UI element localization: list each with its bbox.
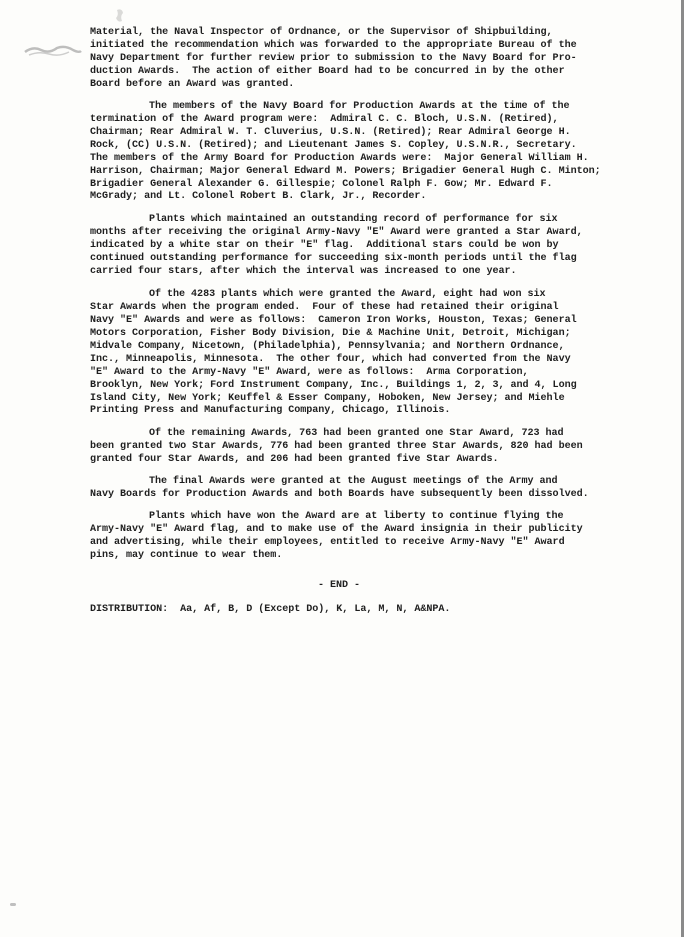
text-line: Plants which have won the Award are at liberty to continue flying the <box>149 511 564 522</box>
text-line: Motors Corporation, Fisher Body Division, Die & Machine Unit, Detroit, Michigan; <box>90 328 571 339</box>
text-line: The members of the Army Board for Production Awards were: Major General William H. <box>90 153 589 164</box>
text-line: pins, may continue to wear them. <box>90 550 283 561</box>
text-line: "E" Award to the Army-Navy "E" Award, were as follows: Arma Corporation, <box>90 367 529 378</box>
text-line: Printing Press and Manufacturing Company, Chicago, Illinois. <box>90 405 451 416</box>
distribution-line: DISTRIBUTION: Aa, Af, B, D (Except Do), K, La, M, N, A&NPA. <box>90 604 451 615</box>
text-line: Navy Department for further review prior to submission to the Navy Board for Pro- <box>90 53 577 64</box>
text-line: Brigadier General Alexander G. Gillespie; Colonel Ralph F. Gow; Mr. Edward F. <box>90 179 553 190</box>
text-line: duction Awards. The action of either Board had to be concurred in by the other <box>90 66 565 77</box>
text-line: termination of the Award program were: Admiral C. C. Bloch, U.S.N. (Retired), <box>90 114 559 125</box>
text-line: been granted two Star Awards, 776 had been granted three Star Awards, 820 had been <box>90 441 583 452</box>
text-line: months after receiving the original Army-Navy "E" Award were granted a Star Award, <box>90 227 583 238</box>
text-line: The members of the Navy Board for Production Awards at the time of the <box>149 101 570 112</box>
text-line: continued outstanding performance for succeeding six-month periods until the flag <box>90 253 577 264</box>
text-line: Navy "E" Awards and were as follows: Cameron Iron Works, Houston, Texas; General <box>90 315 577 326</box>
text-line: Midvale Company, Nicetown, (Philadelphia), Pennsylvania; and Northern Ordnance, <box>90 341 565 352</box>
text-line: Navy Boards for Production Awards and both Boards have subsequently been dissolved. <box>90 489 589 500</box>
text-line: The final Awards were granted at the August meetings of the Army and <box>149 476 558 487</box>
text-line: Of the remaining Awards, 763 had been granted one Star Award, 723 had <box>149 428 564 439</box>
end-mark: - END - <box>318 580 361 591</box>
text-line: Of the 4283 plants which were granted the Award, eight had won six <box>149 289 546 300</box>
paper-speck-mark <box>114 8 126 24</box>
text-line: Harrison, Chairman; Major General Edward M. Powers; Brigadier General Hugh C. Minton; <box>90 166 601 177</box>
text-line: indicated by a white star on their "E" flag. Additional stars could be won by <box>90 240 559 251</box>
text-line: Plants which maintained an outstanding record of performance for six <box>149 214 558 225</box>
text-line: Star Awards when the program ended. Four of these had retained their original <box>90 302 559 313</box>
text-line: Inc., Minneapolis, Minnesota. The other four, which had converted from the Navy <box>90 354 571 365</box>
text-line: carried four stars, after which the interval was increased to one year. <box>90 266 517 277</box>
text-line: Material, the Naval Inspector of Ordnance, or the Supervisor of Shipbuilding, <box>90 27 553 38</box>
text-line: initiated the recommendation which was forwarded to the appropriate Bureau of the <box>90 40 577 51</box>
text-line: Army-Navy "E" Award flag, and to make use of the Award insignia in their publicity <box>90 524 583 535</box>
text-line: Rock, (CC) U.S.N. (Retired); and Lieutenant James S. Copley, U.S.N.R., Secretary. <box>90 140 577 151</box>
text-line: McGrady; and Lt. Colonel Robert B. Clark, Jr., Recorder. <box>90 191 427 202</box>
text-line: Chairman; Rear Admiral W. T. Cluverius, U.S.N. (Retired); Rear Admiral George H. <box>90 127 571 138</box>
ink-smudge-mark <box>23 44 83 58</box>
text-line: and advertising, while their employees, entitled to receive Army-Navy "E" Award <box>90 537 565 548</box>
margin-dot <box>10 903 16 906</box>
text-line: Brooklyn, New York; Ford Instrument Company, Inc., Buildings 1, 2, 3, and 4, Long <box>90 380 577 391</box>
text-line: Island City, New York; Keuffel & Esser Company, Hoboken, New Jersey; and Miehle <box>90 393 565 404</box>
text-line: granted four Star Awards, and 206 had been granted five Star Awards. <box>90 454 499 465</box>
text-line: Board before an Award was granted. <box>90 79 295 90</box>
